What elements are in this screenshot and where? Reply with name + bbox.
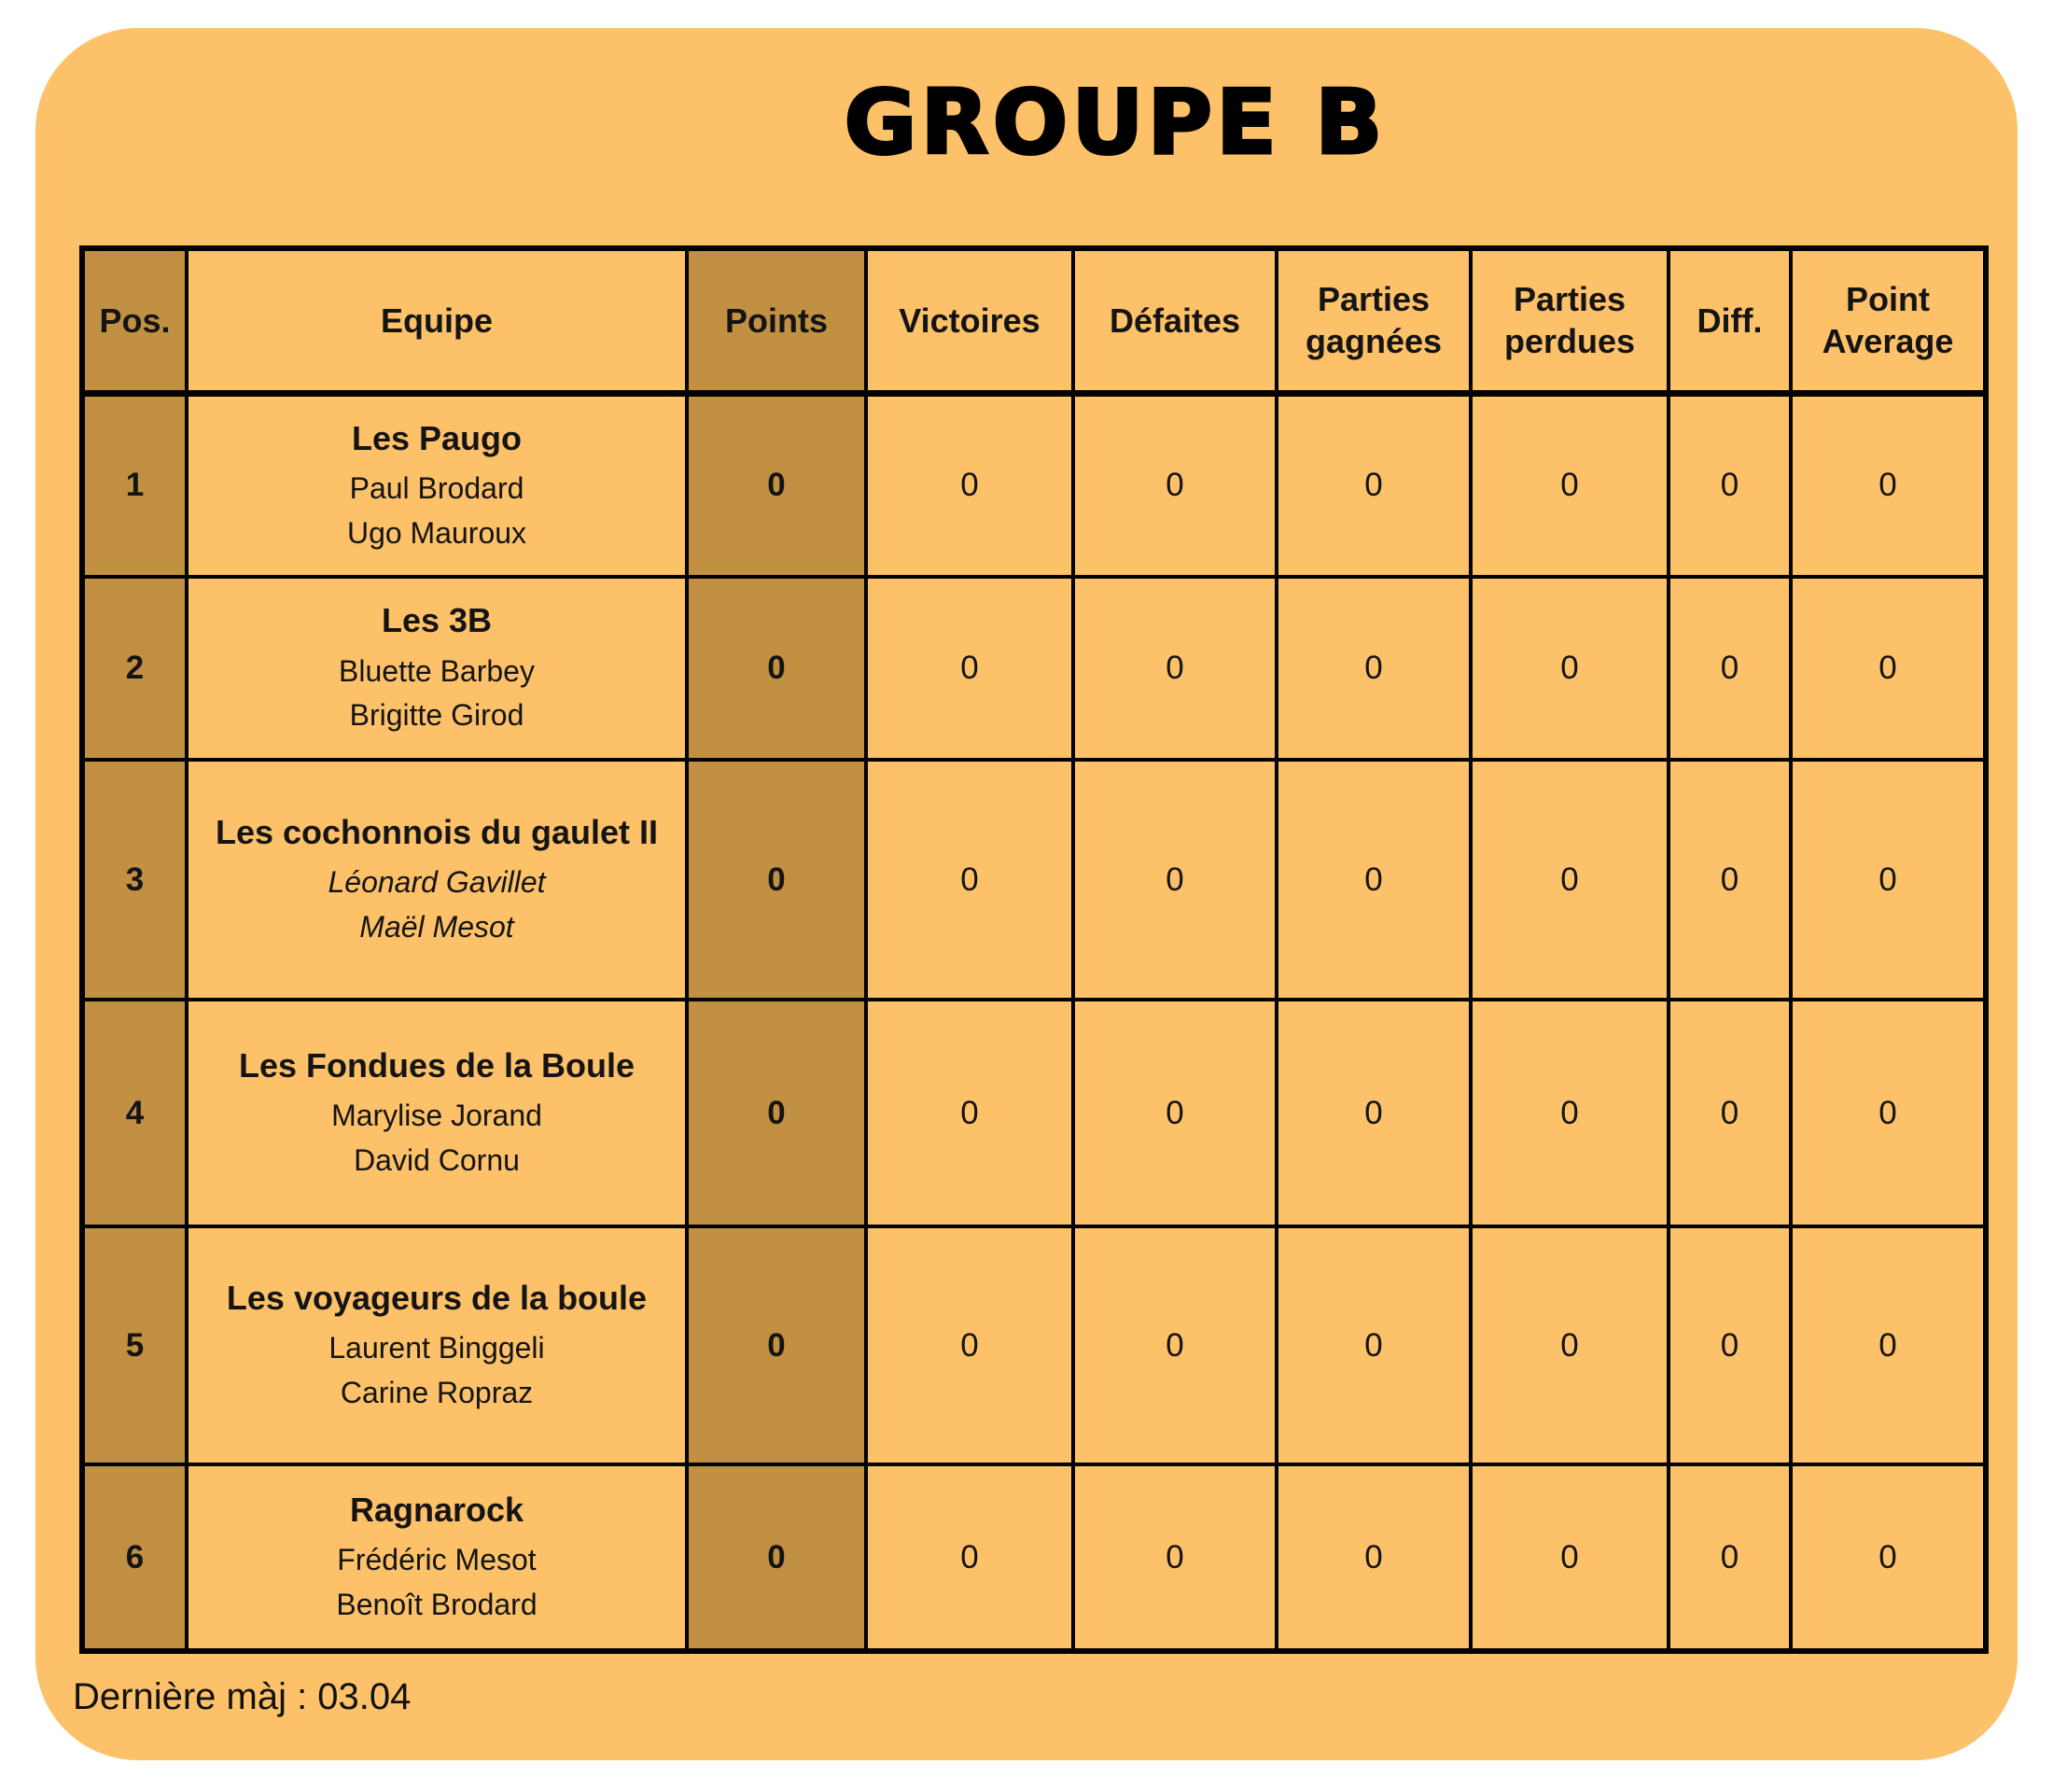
table-header-row: [82, 248, 1986, 393]
point-average-value: 0: [1791, 1000, 1986, 1226]
team-cell: [187, 1226, 687, 1464]
team-cell: [187, 1000, 687, 1226]
table-row: [82, 393, 1986, 577]
parties-gagnees-value: 0: [1277, 1226, 1471, 1464]
team-cell: [187, 577, 687, 760]
col-header-parties-perdues: Parties perdues: [1471, 248, 1669, 393]
team-name: Les cochonnois du gaulet II: [215, 812, 659, 851]
team-name: Les Fondues de la Boule: [238, 1045, 635, 1085]
parties-perdues-value: 0: [1471, 577, 1669, 760]
diff-value: 0: [1669, 393, 1791, 577]
team-cell: [187, 393, 687, 577]
parties-perdues-value: 0: [1471, 393, 1669, 577]
player-name: Maël Mesot: [359, 909, 514, 944]
col-header-point-average: Point Average: [1791, 248, 1986, 393]
parties-gagnees-value: 0: [1277, 577, 1471, 760]
table-row: [82, 1464, 1986, 1651]
team-cell: [187, 1464, 687, 1651]
player-name: Léonard Gavillet: [328, 865, 546, 900]
last-update-note: Dernière màj : 03.04: [73, 1676, 412, 1717]
col-header-points: Points: [687, 248, 866, 393]
player-name: Paul Brodard: [349, 471, 524, 506]
defaites-value: 0: [1073, 1226, 1277, 1464]
victoires-value: 0: [866, 393, 1073, 577]
victoires-value: 0: [866, 577, 1073, 760]
points-value: 0: [687, 760, 866, 1000]
point-average-value: 0: [1791, 577, 1986, 760]
parties-gagnees-value: 0: [1277, 393, 1471, 577]
team-name: Les voyageurs de la boule: [226, 1278, 648, 1317]
position-value: 4: [82, 1000, 187, 1226]
col-header-diff: Diff.: [1669, 248, 1791, 393]
diff-value: 0: [1669, 1464, 1791, 1651]
point-average-value: 0: [1791, 760, 1986, 1000]
col-header-victoires: Victoires: [866, 248, 1073, 393]
col-header-defaites: Défaites: [1073, 248, 1277, 393]
player-name: Carine Ropraz: [340, 1375, 534, 1409]
player-name: Bluette Barbey: [339, 653, 535, 688]
player-name: Frédéric Mesot: [337, 1543, 537, 1577]
col-header-pos: Pos.: [82, 248, 187, 393]
col-header-equipe: Equipe: [187, 248, 687, 393]
parties-perdues-value: 0: [1471, 1464, 1669, 1651]
defaites-value: 0: [1073, 393, 1277, 577]
point-average-value: 0: [1791, 393, 1986, 577]
point-average-value: 0: [1791, 1464, 1986, 1651]
points-value: 0: [687, 393, 866, 577]
player-name: Laurent Binggeli: [328, 1331, 545, 1365]
position-value: 1: [82, 393, 187, 577]
table-row: [82, 1000, 1986, 1226]
points-value: 0: [687, 577, 866, 760]
player-name: Benoît Brodard: [336, 1587, 538, 1621]
diff-value: 0: [1669, 577, 1791, 760]
position-value: 2: [82, 577, 187, 760]
position-value: 6: [82, 1464, 187, 1651]
position-value: 5: [82, 1226, 187, 1464]
player-name: Brigitte Girod: [349, 698, 524, 733]
defaites-value: 0: [1073, 1000, 1277, 1226]
defaites-value: 0: [1073, 1464, 1277, 1651]
points-value: 0: [687, 1464, 866, 1651]
team-name: Les Paugo: [351, 418, 523, 457]
col-header-parties-gagnees: Parties gagnées: [1277, 248, 1471, 393]
player-name: Marylise Jorand: [331, 1099, 542, 1133]
defaites-value: 0: [1073, 577, 1277, 760]
victoires-value: 0: [866, 760, 1073, 1000]
position-value: 3: [82, 760, 187, 1000]
team-name: Les 3B: [381, 601, 493, 640]
page-title: GROUPE B: [844, 72, 1387, 175]
victoires-value: 0: [866, 1226, 1073, 1464]
table-row: [82, 760, 1986, 1000]
table-row: [82, 1226, 1986, 1464]
parties-perdues-value: 0: [1471, 760, 1669, 1000]
victoires-value: 0: [866, 1464, 1073, 1651]
group-card: [35, 28, 2018, 1760]
diff-value: 0: [1669, 760, 1791, 1000]
points-value: 0: [687, 1226, 866, 1464]
points-value: 0: [687, 1000, 866, 1226]
parties-gagnees-value: 0: [1277, 1464, 1471, 1651]
defaites-value: 0: [1073, 760, 1277, 1000]
diff-value: 0: [1669, 1226, 1791, 1464]
standings-table: [79, 245, 1989, 1654]
point-average-value: 0: [1791, 1226, 1986, 1464]
parties-gagnees-value: 0: [1277, 760, 1471, 1000]
parties-perdues-value: 0: [1471, 1000, 1669, 1226]
player-name: David Cornu: [354, 1142, 520, 1177]
player-name: Ugo Mauroux: [346, 515, 527, 550]
team-name: Ragnarock: [349, 1490, 524, 1529]
victoires-value: 0: [866, 1000, 1073, 1226]
diff-value: 0: [1669, 1000, 1791, 1226]
parties-perdues-value: 0: [1471, 1226, 1669, 1464]
team-cell: [187, 760, 687, 1000]
table-row: [82, 577, 1986, 760]
parties-gagnees-value: 0: [1277, 1000, 1471, 1226]
